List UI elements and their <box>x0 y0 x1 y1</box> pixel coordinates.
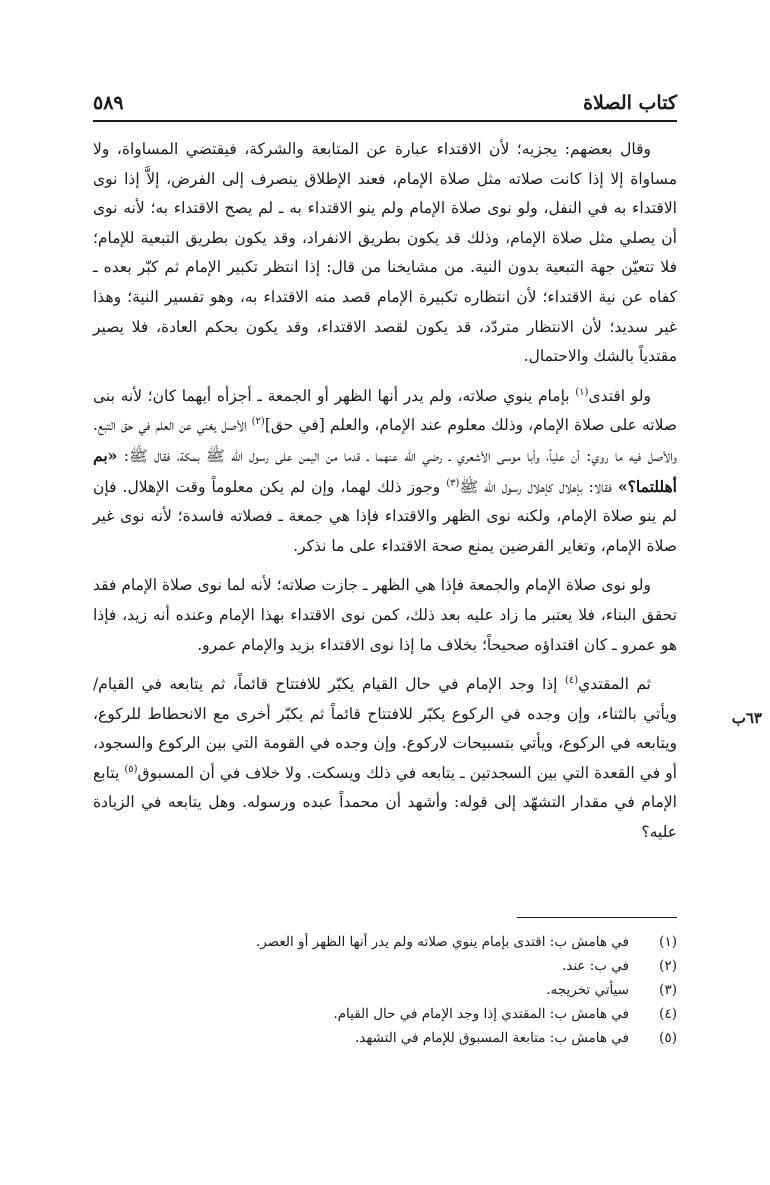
paragraph-4 <box>93 670 677 848</box>
footnote-number: (٣) <box>659 982 677 998</box>
chapter-title: كتاب الصلاة <box>583 92 677 114</box>
main-text <box>93 135 677 858</box>
footnote-item <box>93 954 677 978</box>
footnote-number: (١) <box>659 934 677 950</box>
paragraph-1: وقال بعضهم: يجزيه؛ لأن الاقتداء عبارة عن المتابعة والشركة، فيقتضي المساواة، ولا مساواة إلا إذا كانت صلاته مثل صلاة الإمام، فعند الإطلاق ينصرف إلى الفرض، إلاَّ إذا نوى الاقتداء به في النفل، ولو نوى صلاة الإمام ولم ينو الاقتداء به ـ لم يصح الاقتداء به؛ لأنه نوى أن يصلي مثل صلاة الإمام، وذلك قد يكون بطريق الانفراد، وقد يكون بطريق التبعية للإمام؛ فلا تتعيّن جهة التبعية بدون النية. من مشايخنا من قال: إذا انتظر تكبير الإمام ثم كبّر بعده ـ كفاه عن نية الاقتداء؛ لأن انتظاره تكبيرة الإمام قصد منه الاقتداء به، وهو تفسير النية؛ وهذا غير سديد؛ لأن الانتظار متردّد، قد يكون لقصد الاقتداء، وقد يكون بحكم العادة، فلا يصير مقتدياً بالشك والاحتمال. <box>93 140 677 366</box>
footnote-text: في هامش ب: المقتدي إذا وجد الإمام في حال القيام. <box>333 1006 629 1022</box>
footnote-ref-5: (٥) <box>124 763 138 775</box>
page-number: ٥٨٩ <box>93 92 124 114</box>
footnote-item <box>93 930 677 954</box>
footnote-number: (٢) <box>659 958 677 974</box>
footnote-ref-4: (٤) <box>564 674 579 686</box>
footnote-text: في هامش ب: اقتدى بإمام ينوي صلاته ولم يدر أنها الظهر أو العصر. <box>255 934 629 950</box>
footnote-text: في هامش ب: متابعة المسبوق للإمام في التشهد. <box>355 1030 629 1046</box>
footnote-ref-1: (١) <box>575 386 589 398</box>
paragraph-2 <box>93 382 677 562</box>
paragraph-3: ولو نوى صلاة الإمام والجمعة فإذا هي الظهر ـ جازت صلاته؛ لأنه لما نوى صلاة الإمام فقد تحقق البناء، فلا يعتبر ما زاد عليه بعد ذلك، كمن نوى الاقتداء بهذا الإمام وعنده أنه زيد، فإذا هو عمرو ـ كان اقتداؤه صحيحاً؛ بخلاف ما إذا نوى الاقتداء بزيد والإمام عمرو. <box>93 576 677 654</box>
footnote-separator <box>517 917 677 918</box>
page-header <box>93 86 677 122</box>
footnote-ref-3: (٣) <box>446 477 460 489</box>
footnote-number: (٤) <box>659 1006 677 1022</box>
footnote-text: في ب: عند. <box>561 958 629 974</box>
footnotes <box>93 930 677 1050</box>
footnote-item <box>93 1026 677 1050</box>
paragraph-2-text-e: وجوز ذلك لهما، وإن لم يكن معلوماً وقت الإهلال. فإن لم ينو صلاة الإمام، ولكنه نوى الظهر والاقتداء فإذا هي جمعة ـ فصلاته فاسدة؛ لأنه نوى غير صلاة الإمام، وتغاير الفرضين يمنع صحة الاقتداء على ما نذكر. <box>93 477 677 555</box>
paragraph-2-text-b: بإمام ينوي صلاته، ولم يدر أنها الظهر أو الجمعة ـ أجزأه أيهما كان؛ لأنه بنى صلاته على صلاة الإمام، وذلك معلوم عند الإمام، والعلم [في حق] <box>93 386 678 435</box>
paragraph-4-text-b: إذا وجد الإمام في حال القيام يكبّر للافتتاح قائماً، ثم يتابعه في القيام/ ويأتي بالثناء، وإن وجده في الركوع يكبّر للافتتاح قائماً ثم يكبّر أخرى مع الانحطاط للركوع، ويتابعه في الركوع، ويأتي بتسبيحات لاركوع. وإن وجده في القومة التي بين الركوع والسجود، أو في القعدة التي بين السجدتين ـ يتابعه في ذلك ويسكت. ولا خلاف في أن المسبوق <box>93 675 677 782</box>
paragraph-2-text-a: ولو اقتدى <box>588 386 651 405</box>
hadith-quote: «بم أهللتما؟» <box>93 445 677 496</box>
footnote-item <box>93 978 677 1002</box>
footnote-item <box>93 1002 677 1026</box>
paragraph-2-text-d: فقالا: بإهلال كإهلال رسول الله ﷺ <box>459 477 618 496</box>
footnote-ref-2: (٢) <box>251 416 265 428</box>
manuscript-folio-marker: ٦٣ب <box>731 709 762 727</box>
paragraph-4-text-c: يتابع الإمام في مقدار التشهّد إلى قوله: وأشهد أن محمداً عبده ورسوله. وهل يتابعه في الزيادة عليه؟ <box>93 763 677 842</box>
footnote-text: سيأتي تخريجه. <box>546 982 629 998</box>
paragraph-2-text-c: الأصل يغني عن العلم في حق التبع. والأصل فيه ما روي: أن علياً، وأبا موسى الأشعري ـ رضي الله عنهما ـ قدما من اليمن على رسول الله ﷺ بمكة، فقال ﷺ: <box>93 416 677 465</box>
footnote-number: (٥) <box>659 1030 677 1046</box>
paragraph-4-text-a: ثم المقتدي <box>578 675 652 694</box>
